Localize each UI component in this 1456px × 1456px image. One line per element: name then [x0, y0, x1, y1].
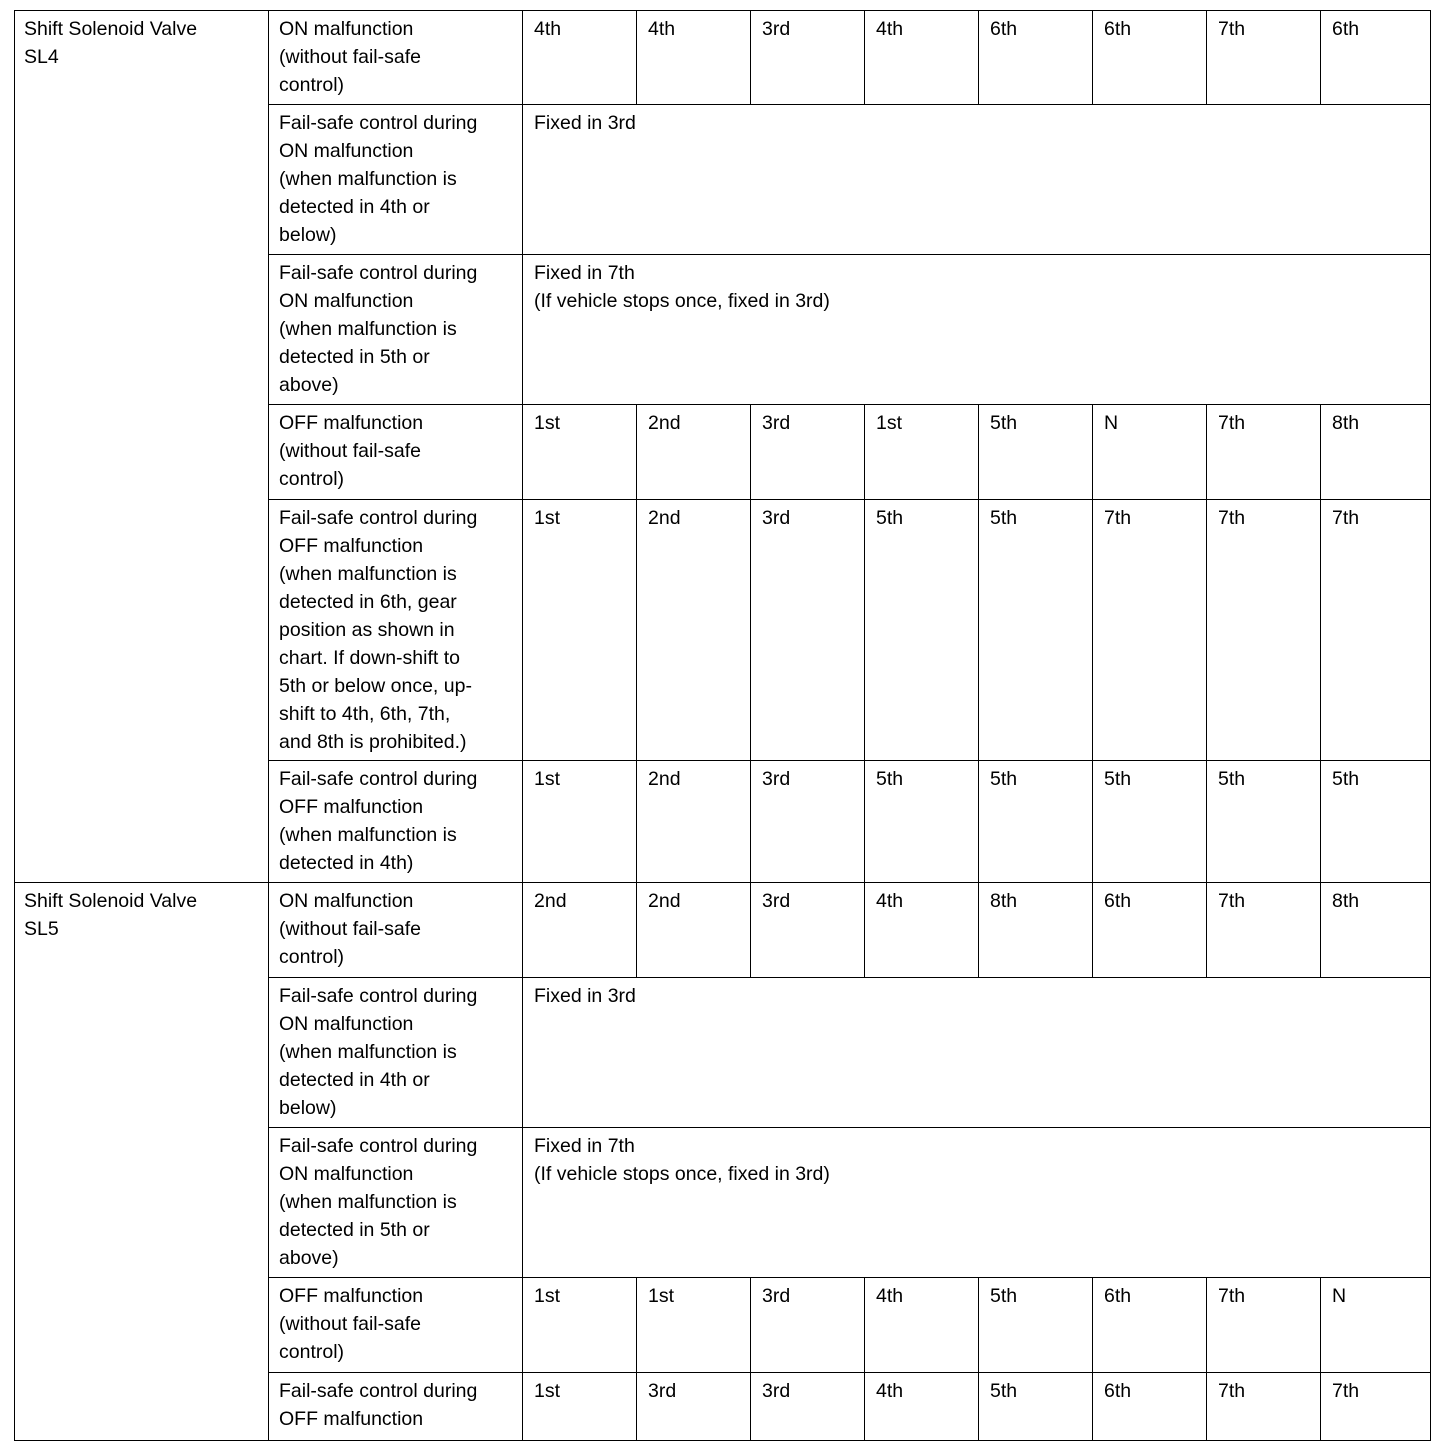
gear-cell: 7th — [1207, 11, 1321, 105]
condition-cell: OFF malfunction (without fail-safe control) — [269, 1278, 523, 1373]
condition-cell: Fail-safe control during OFF malfunction (when malfunction is detected in 4th) — [269, 761, 523, 883]
gear-cell: 3rd — [751, 761, 865, 883]
condition-cell: ON malfunction (without fail-safe control) — [269, 883, 523, 978]
gear-cell: 5th — [1093, 761, 1207, 883]
table-row — [15, 11, 1431, 105]
gear-cell: 1st — [523, 761, 637, 883]
gear-cell: 3rd — [751, 1278, 865, 1373]
gear-cell: 1st — [865, 405, 979, 500]
component-name-cell: Shift Solenoid Valve SL5 — [15, 883, 269, 1441]
gear-cell: 3rd — [751, 405, 865, 500]
gear-cell: 8th — [1321, 405, 1431, 500]
gear-cell: 6th — [1093, 11, 1207, 105]
gear-cell: 2nd — [637, 883, 751, 978]
gear-cell: 7th — [1207, 1278, 1321, 1373]
gear-cell: 6th — [1093, 1373, 1207, 1441]
gear-cell: 3rd — [751, 500, 865, 761]
gear-cell: 3rd — [637, 1373, 751, 1441]
gear-cell: 2nd — [637, 500, 751, 761]
gear-cell: 2nd — [523, 883, 637, 978]
gear-cell: 5th — [865, 500, 979, 761]
condition-cell: Fail-safe control during OFF malfunction — [269, 1373, 523, 1441]
gear-cell: 2nd — [637, 761, 751, 883]
gear-cell: 7th — [1207, 500, 1321, 761]
condition-cell: Fail-safe control during ON malfunction (when malfunction is detected in 5th or above) — [269, 255, 523, 405]
gear-cell: 7th — [1207, 883, 1321, 978]
gear-cell: 5th — [1207, 761, 1321, 883]
component-name-cell: Shift Solenoid Valve SL4 — [15, 11, 269, 883]
gear-cell: 6th — [979, 11, 1093, 105]
gear-cell: 1st — [523, 405, 637, 500]
solenoid-malfunction-table — [14, 10, 1431, 1441]
gear-cell: 4th — [523, 11, 637, 105]
gear-cell: 1st — [523, 500, 637, 761]
gear-cell: 5th — [979, 405, 1093, 500]
gear-cell: 6th — [1093, 1278, 1207, 1373]
gear-cell: 5th — [979, 500, 1093, 761]
fail-safe-result-cell: Fixed in 3rd — [523, 105, 1431, 255]
fail-safe-result-cell: Fixed in 7th (If vehicle stops once, fixed in 3rd) — [523, 255, 1431, 405]
condition-cell: Fail-safe control during ON malfunction (when malfunction is detected in 4th or below) — [269, 978, 523, 1128]
gear-cell: 8th — [1321, 883, 1431, 978]
fail-safe-result-cell: Fixed in 3rd — [523, 978, 1431, 1128]
gear-cell: 6th — [1093, 883, 1207, 978]
gear-cell: 7th — [1207, 1373, 1321, 1441]
condition-cell: Fail-safe control during OFF malfunction (when malfunction is detected in 6th, gear position as shown in chart. If down-shift to 5th or below once, up- shift to 4th, 6th, 7th, and 8th is prohibited.) — [269, 500, 523, 761]
gear-cell: 3rd — [751, 883, 865, 978]
gear-cell: 7th — [1207, 405, 1321, 500]
gear-cell: 5th — [865, 761, 979, 883]
gear-cell: 7th — [1321, 500, 1431, 761]
condition-cell: ON malfunction (without fail-safe control) — [269, 11, 523, 105]
gear-cell: 1st — [523, 1278, 637, 1373]
table-row — [15, 883, 1431, 978]
gear-cell: 5th — [979, 1373, 1093, 1441]
gear-cell: 3rd — [751, 11, 865, 105]
condition-cell: OFF malfunction (without fail-safe control) — [269, 405, 523, 500]
gear-cell: 4th — [865, 11, 979, 105]
gear-cell: N — [1321, 1278, 1431, 1373]
gear-cell: 1st — [637, 1278, 751, 1373]
gear-cell: 1st — [523, 1373, 637, 1441]
gear-cell: 4th — [637, 11, 751, 105]
gear-cell: 4th — [865, 1373, 979, 1441]
gear-cell: 5th — [1321, 761, 1431, 883]
gear-cell: 2nd — [637, 405, 751, 500]
gear-cell: 5th — [979, 761, 1093, 883]
table-body — [15, 11, 1431, 1441]
condition-cell: Fail-safe control during ON malfunction (when malfunction is detected in 4th or below) — [269, 105, 523, 255]
gear-cell: 8th — [979, 883, 1093, 978]
gear-cell: 7th — [1321, 1373, 1431, 1441]
gear-cell: 4th — [865, 1278, 979, 1373]
gear-cell: 3rd — [751, 1373, 865, 1441]
gear-cell: N — [1093, 405, 1207, 500]
gear-cell: 5th — [979, 1278, 1093, 1373]
gear-cell: 4th — [865, 883, 979, 978]
condition-cell: Fail-safe control during ON malfunction (when malfunction is detected in 5th or above) — [269, 1128, 523, 1278]
gear-cell: 6th — [1321, 11, 1431, 105]
gear-cell: 7th — [1093, 500, 1207, 761]
fail-safe-result-cell: Fixed in 7th (If vehicle stops once, fixed in 3rd) — [523, 1128, 1431, 1278]
